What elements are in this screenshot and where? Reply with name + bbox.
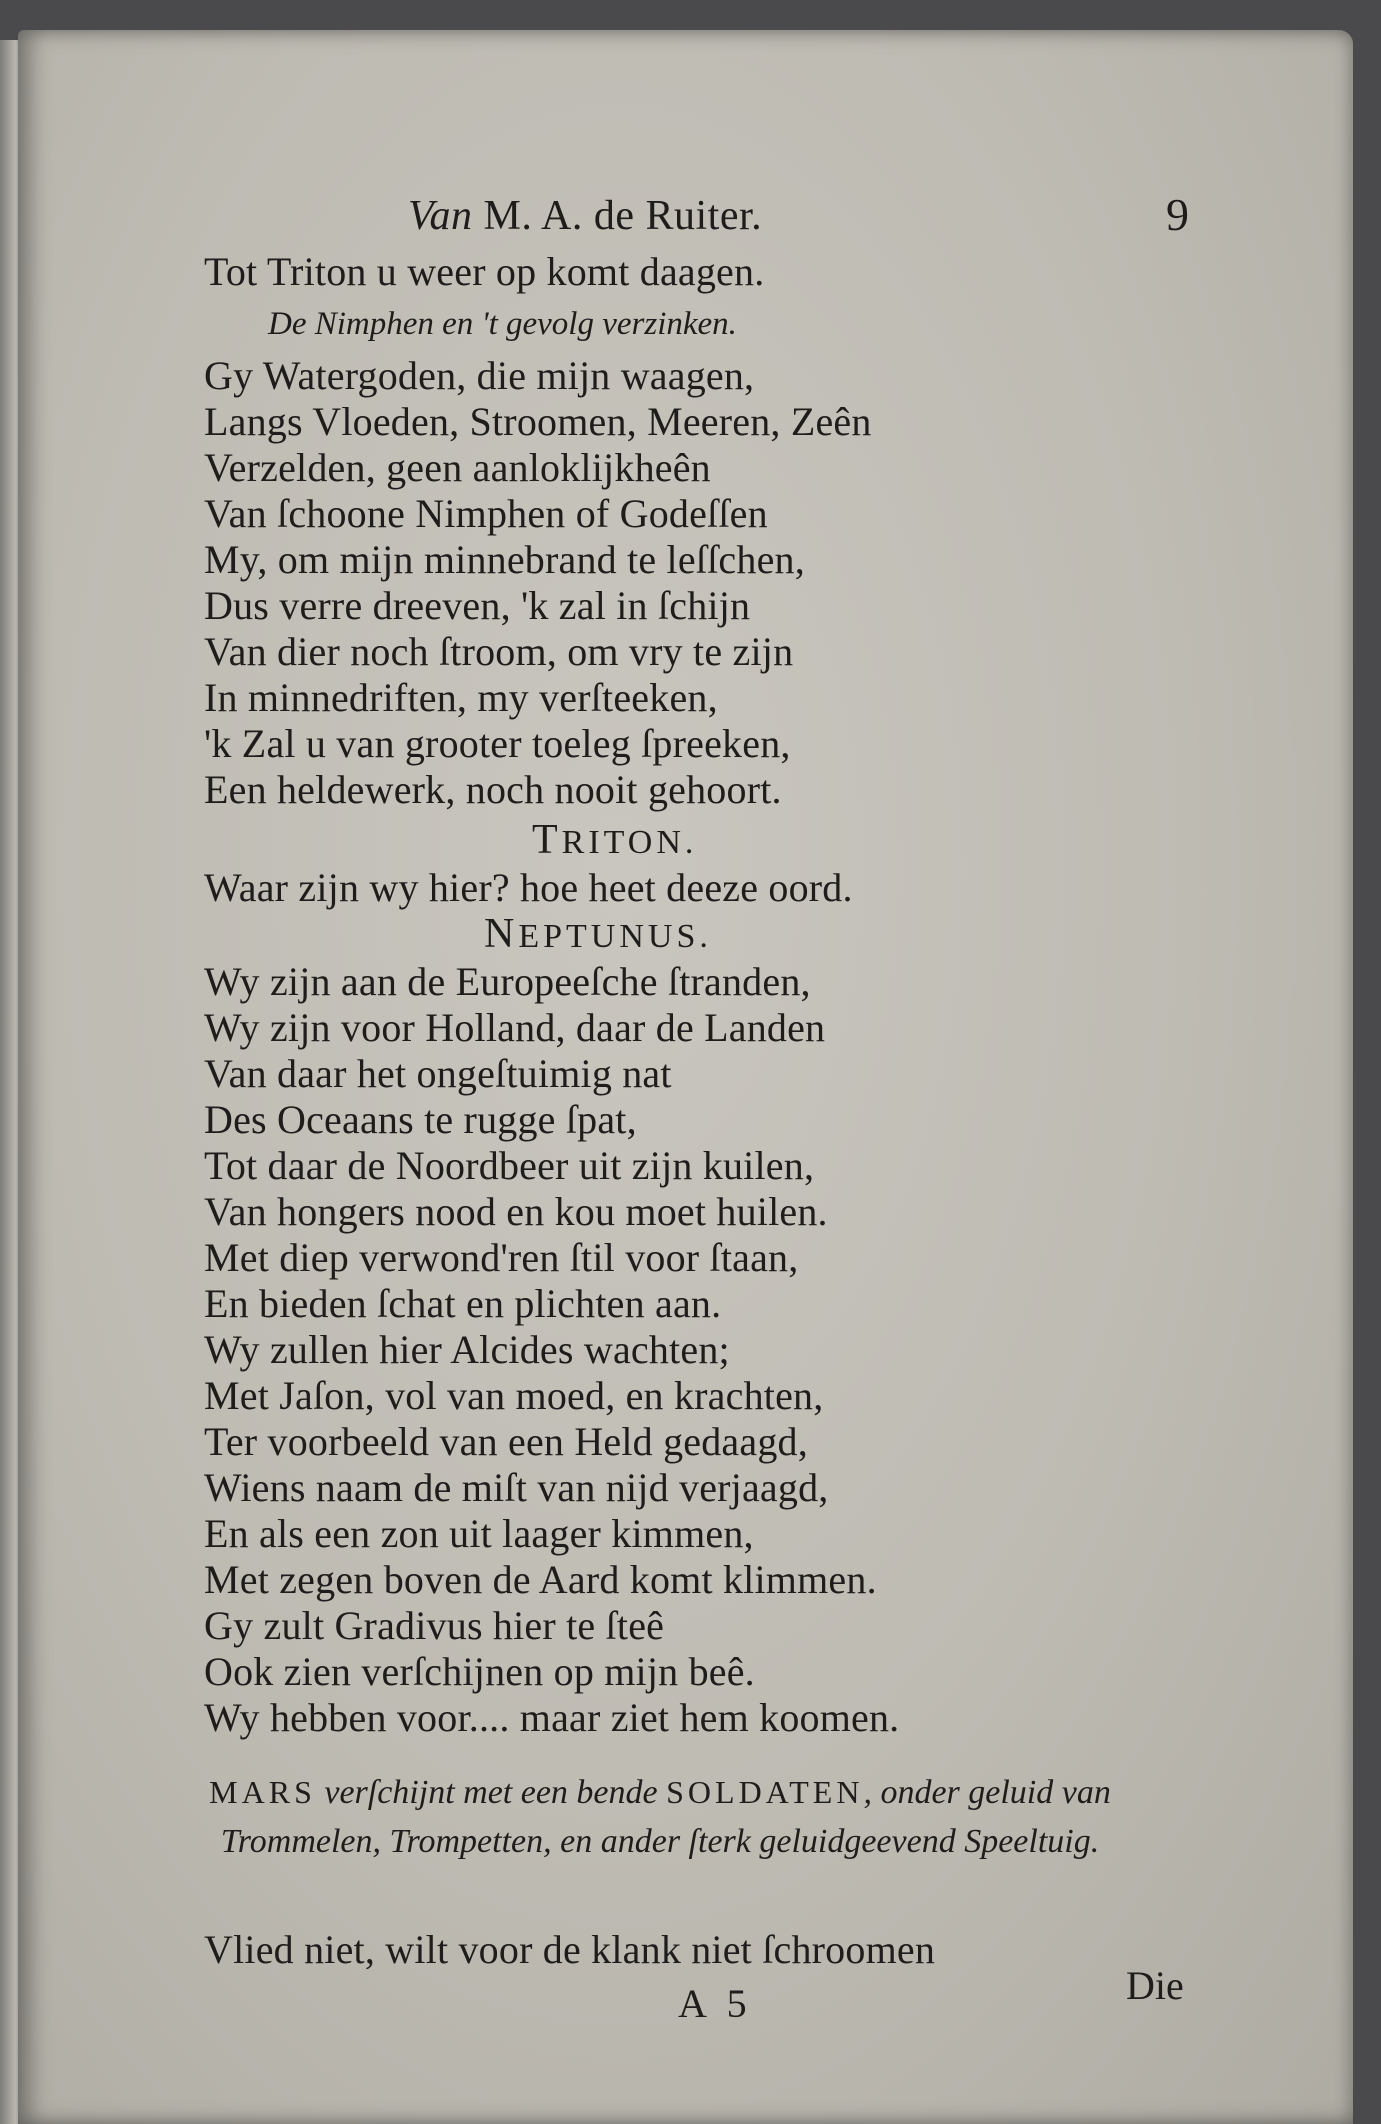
direction-soldaten: SOLDATEN — [666, 1774, 864, 1810]
verse-line: Met diep verwond'ren ſtil voor ſtaan, — [204, 1235, 799, 1280]
verse-line: My, om mijn minnebrand te leſſchen, — [204, 537, 805, 582]
verse-line: Wiens naam de miſt van nijd verjaagd, — [204, 1465, 829, 1510]
speaker-initial: T — [532, 817, 562, 863]
speaker-name — [484, 910, 712, 958]
direction-mars: MARS — [209, 1774, 316, 1810]
verse-line: Van dier noch ſtroom, om vry te zijn — [204, 629, 794, 674]
book-page — [18, 30, 1353, 2124]
verse-line: Van hongers nood en kou moet huilen. — [204, 1189, 828, 1234]
stage-direction-block — [130, 1768, 1190, 1866]
verse-line: Des Oceaans te rugge ſpat, — [204, 1097, 637, 1142]
verse-line: Dus verre dreeven, 'k zal in ſchijn — [204, 583, 751, 628]
speaker-initial: N — [484, 911, 519, 957]
verse-line: 'k Zal u van grooter toeleg ſpreeken, — [204, 721, 791, 766]
verse-line: Waar zijn wy hier? hoe heet deeze oord. — [204, 865, 853, 910]
direction-text-1: verſchijnt met een bende — [315, 1774, 667, 1811]
verse-line: Verzelden, geen aanloklijkheên — [204, 445, 711, 490]
verse-line: Ook zien verſchijnen op mijn beê. — [204, 1649, 755, 1694]
verse-line: Gy zult Gradivus hier te ſteê — [204, 1603, 665, 1648]
direction-text-2: , onder geluid van Trommelen, Trompetten, en ander ſterk geluidgeevend Speeltuig. — [220, 1774, 1111, 1860]
stage-direction: De Nimphen en 't gevolg verzinken. — [268, 306, 737, 342]
verse-line: Tot Triton u weer op komt daagen. — [204, 249, 765, 294]
signature-mark: A 5 — [678, 1981, 753, 2026]
speaker-rest: RITON. — [561, 824, 698, 861]
header-title: M. A. de Ruiter. — [472, 193, 763, 239]
verse-line: En bieden ſchat en plichten aan. — [204, 1281, 722, 1326]
verse-line: Langs Vloeden, Stroomen, Meeren, Zeên — [204, 399, 872, 444]
verse-line: Ter voorbeeld van een Held gedaagd, — [204, 1419, 808, 1464]
verse-line: Wy hebben voor.... maar ziet hem koomen. — [204, 1695, 900, 1740]
verse-line: Met Jaſon, vol van moed, en krachten, — [204, 1373, 824, 1418]
verse-line: Van daar het ongeſtuimig nat — [204, 1051, 672, 1096]
verse-line: Met zegen boven de Aard komt klimmen. — [204, 1557, 877, 1602]
verse-line: Vlied niet, wilt voor de klank niet ſchroomen — [204, 1927, 936, 1972]
header-italic: Van — [408, 193, 473, 239]
verse-line: Wy zullen hier Alcides wachten; — [204, 1327, 730, 1372]
verse-line: Van ſchoone Nimphen of Godeſſen — [204, 491, 768, 536]
verse-line: Gy Watergoden, die mijn waagen, — [204, 353, 755, 398]
speaker-rest: EPTUNUS. — [518, 918, 712, 955]
verse-line: Tot daar de Noordbeer uit zijn kuilen, — [204, 1143, 815, 1188]
page-number: 9 — [1166, 189, 1189, 240]
verse-line: In minnedriften, my verſteeken, — [204, 675, 718, 720]
catchword: Die — [1126, 1963, 1184, 2008]
verse-line: Wy zijn aan de Europeeſche ſtranden, — [204, 959, 811, 1004]
verse-line: Wy zijn voor Holland, daar de Landen — [204, 1005, 826, 1050]
verse-line: Een heldewerk, noch nooit gehoort. — [204, 767, 782, 812]
speaker-name — [532, 816, 697, 864]
verse-line: En als een zon uit laager kimmen, — [204, 1511, 754, 1556]
running-header — [408, 192, 762, 240]
